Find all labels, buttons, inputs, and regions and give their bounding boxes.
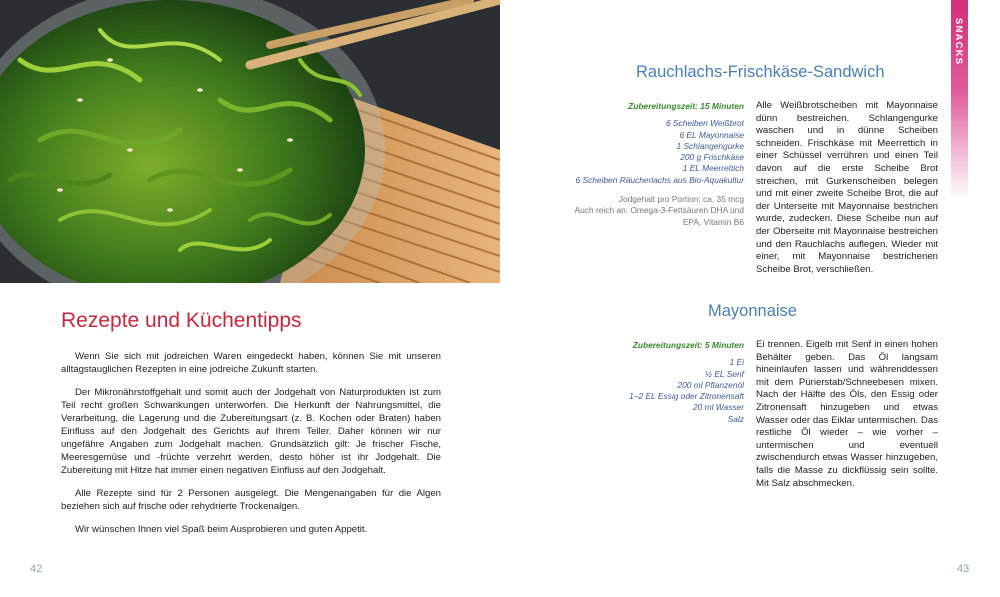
- seaweed-salad-photo: [0, 0, 500, 283]
- ingredient: 200 ml Pflanzenöl: [677, 379, 744, 390]
- ingredient: 1–2 EL Essig oder Zitronensaft: [629, 391, 744, 402]
- ingredient: ½ EL Senf: [705, 368, 744, 379]
- recipe-steps-sandwich: Alle Weißbrotscheiben mit Mayonnaise dünn bestreichen. Schlangengurke waschen und in dünne Scheiben schneiden. Frischkäse mit Meerrettich in einer Schüssel verrühren und einen Teil davon auf die erste Scheibe Brot streichen, mit Gurkenscheiben belegen und mit einer zweite Scheibe Brot, die auf der Unterseite mit Mayonnaise bestrichen wurde, zudecken. Diese Scheibe nun auf der Oberseite mit Mayonnaise bestreichen und den Rauchlachs auflegen. Wieder mit einer, mit Mayonnaise bestrichenen Scheibe Brot, verschließen.: [756, 100, 938, 275]
- section-tab: [951, 0, 968, 200]
- ingredient: 1 Schlangengurke: [676, 140, 744, 151]
- intro-paragraph: Alle Rezepte sind für 2 Personen ausgelegt. Die Mengenangaben für die Algen beziehen sich auf frische oder rehydrierte Trockenalgen.: [61, 488, 441, 512]
- recipe-meta-sandwich: [554, 101, 744, 228]
- prep-time: Zubereitungszeit: 15 Minuten: [628, 101, 744, 111]
- ingredient: 6 EL Mayonnaise: [679, 129, 744, 140]
- intro-paragraph: Wir wünschen Ihnen viel Spaß beim Ausprobieren und guten Appetit.: [75, 524, 368, 535]
- recipe-title-sandwich: Rauchlachs-Frischkäse-Sandwich: [636, 63, 885, 81]
- ingredient: 6 Scheiben Weißbrot: [665, 118, 744, 129]
- ingredient: 200 g Frischkäse: [680, 152, 744, 163]
- intro-paragraph: Wenn Sie sich mit jodreichen Waren eingedeckt haben, können Sie mit unseren alltagstauglichen Rezepten in eine jodreiche Zukunft starten.: [61, 351, 441, 375]
- recipe-meta-mayonnaise: [554, 340, 744, 425]
- page-title: Rezepte und Küchentipps: [61, 309, 302, 332]
- ingredient: 1 Ei: [729, 357, 744, 368]
- section-tab-label: SNACKS: [953, 18, 964, 66]
- prep-time: Zubereitungszeit: 5 Minuten: [632, 340, 744, 350]
- page-number-left: 42: [30, 563, 43, 575]
- intro-paragraph: Der Mikronährstoffgehalt und somit auch der Jodgehalt von Naturprodukten ist zum Teil recht großen Schwankungen unterworfen. Die Herkunft der Nahrungsmittel, die Verarbeitung, die Lagerung und die Zubereitungsart (z. B. Kochen oder Braten) haben Einfluss auf den Jodgehalt des Gerichts auf Ihrem Teller. Daher können wir nur ungefähre Angaben zum Jodgehalt machen. Grundsätzlich gilt: Je frischer Fische, Meeresgemüse und -früchte verzehrt werden, desto höher ist ihr Jodgehalt. Die Zubereitung mit Hitze hat immer einen negativen Einfluss auf den Jodgehalt.: [61, 387, 441, 476]
- intro-text: [61, 350, 441, 546]
- ingredient: 20 ml Wasser: [692, 402, 744, 413]
- recipe-steps-mayonnaise: Ei trennen. Eigelb mit Senf in einen hohen Behälter geben. Das Öl langsam hineinlaufen lassen und währenddessen mit dem Pürierstab/Schneebesen mixen. Nach der Hälfte des Öls, den Essig oder Zitronensaft hinzugeben und etwas Wasser oder das Eiklar untermischen. Das restliche Öl wieder – wie vorher – untermischen und eventuell zwischendurch etwas Wasser hinzugeben, falls die Masse zu dickflüssig sein sollte. Mit Salz abschmecken.: [756, 339, 938, 489]
- page-number-right: 43: [957, 563, 970, 575]
- ingredient: Salz: [727, 413, 744, 424]
- ingredient: 6 Scheiben Räucherlachs aus Bio-Aquakultur: [575, 174, 744, 185]
- iodine-content: Jodgehalt pro Portion: ca. 35 mcg: [618, 194, 744, 205]
- ingredient: 1 EL Meerrettich: [682, 163, 744, 174]
- recipe-title-mayonnaise: Mayonnaise: [708, 302, 797, 320]
- nutrient-note: Auch reich an: Omega-3-Fettsäuren DHA und EPA, Vitamin B6: [574, 205, 744, 227]
